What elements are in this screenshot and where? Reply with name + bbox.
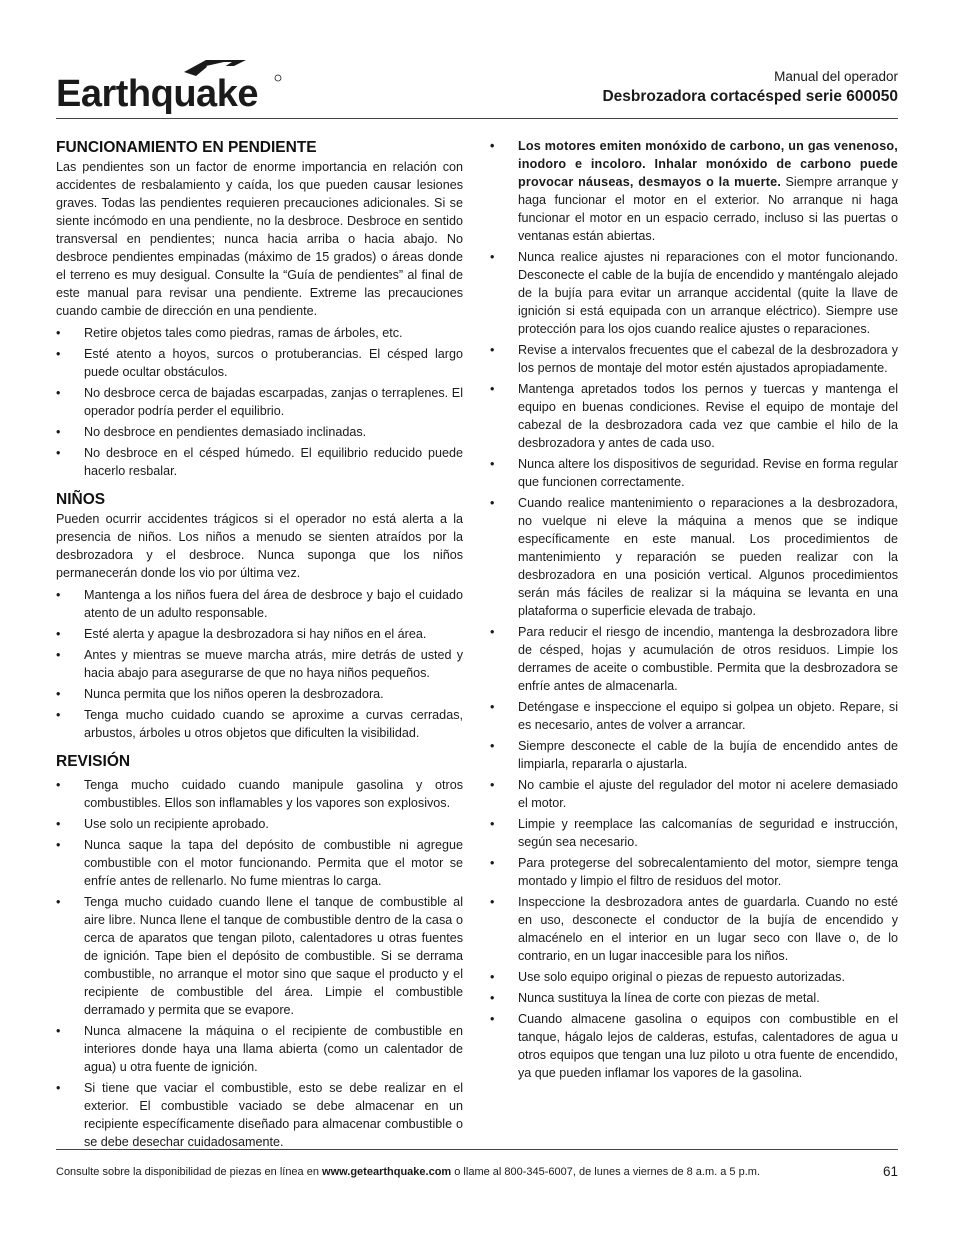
list-item: • No desbroce en pendientes demasiado inclinadas. xyxy=(56,425,367,439)
list-item: • Cuando almacene gasolina o equipos con combustible en el tanque, hágalo lejos de calderas, estufas, calentadores de agua u otros equipos que tengan una luz piloto u otra fuente de encendido, ya que pueden inflamar los vapores de la gasolina. xyxy=(490,1012,898,1080)
list-item: • Siempre desconecte el cable de la bujía de encendido antes de limpiarla, repararla o ajustarla. xyxy=(490,739,898,771)
section-title-slopes: FUNCIONAMIENTO EN PENDIENTE xyxy=(56,139,317,156)
list-item: • Limpie y reemplace las calcomanías de seguridad e instrucción, según sea necesario. xyxy=(490,817,898,849)
children-list xyxy=(56,586,463,742)
list-item: • Si tiene que vaciar el combustible, esto se debe realizar en el exterior. El combustible vaciado se debe almacenar en un recipiente específicamente diseñado para almacenar combustible o se debe desechar cuidadosamente. xyxy=(56,1081,463,1149)
list-item: • Mantenga apretados todos los pernos y tuercas y mantenga el equipo en buenas condiciones. Revise el equipo de montaje del cabezal de la desbrozadora cada vez que cambie el hilo de la desbrozadora y antes de cada uso. xyxy=(490,382,898,450)
safety-list xyxy=(490,137,898,1082)
list-item: • Nunca almacene la máquina o el recipiente de combustible en interiores donde haya una llama abierta (como un calentador de agua) u otra fuente de ignición. xyxy=(56,1024,463,1074)
list-item: • No desbroce en el césped húmedo. El equilibrio reducido puede hacerlo resbalar. xyxy=(56,446,463,478)
children-intro: Pueden ocurrir accidentes trágicos si el operador no está alerta a la presencia de niños. Los niños a menudo se sienten atraídos por la desbrozadora y el desbroce. Nunca suponga que los niños permanecerán donde los vio por última vez. xyxy=(56,512,463,580)
section-title-children: NIÑOS xyxy=(56,491,106,508)
earthquake-logo xyxy=(56,54,296,114)
right-column xyxy=(490,137,898,1085)
svg-text:Earthquake: Earthquake xyxy=(56,73,258,114)
list-item: • Para reducir el riesgo de incendio, mantenga la desbrozadora libre de césped, hojas y acumulación de otros residuos. Limpie los derrames de aceite o combustible. Permita que la desbrozadora se enfríe antes de almacenarla. xyxy=(490,625,898,693)
manual-label: Manual del operador xyxy=(774,69,898,84)
list-item: • Nunca saque la tapa del depósito de combustible ni agregue combustible con el motor funcionando. Permita que el motor se enfríe antes de rellenarlo. No fume mientras lo carga. xyxy=(56,838,463,888)
footer-text-before: Consulte sobre la disponibilidad de piezas en línea en xyxy=(56,1166,323,1178)
list-item: • Cuando realice mantenimiento o reparaciones a la desbrozadora, no vuelque ni eleve la máquina a menos que se indique específicamente en este manual. Los procedimientos de mantenimiento y reparación se pueden realizar con la desbrozadora en una posición vertical. Algunos procedimientos serán más fáciles de realizar si la máquina se levanta en una plataforma o superficie elevada de trabajo. xyxy=(490,496,898,618)
list-item: • Para protegerse del sobrecalentamiento del motor, siempre tenga montado y limpio el filtro de residuos del motor. xyxy=(490,856,898,888)
list-item: • Retire objetos tales como piedras, ramas de árboles, etc. xyxy=(56,326,403,340)
page-footer xyxy=(56,1163,898,1181)
list-item: • No cambie el ajuste del regulador del motor ni acelere demasiado el motor. xyxy=(490,778,898,810)
list-item: • Nunca permita que los niños operen la desbrozadora. xyxy=(56,687,384,701)
list-item: • Tenga mucho cuidado cuando manipule gasolina y otros combustibles. Ellos son inflamables y los vapores son explosivos. xyxy=(56,778,463,810)
list-item: • Tenga mucho cuidado cuando se aproxime a curvas cerradas, arbustos, árboles u otros objetos que dificulten la visibilidad. xyxy=(56,708,463,740)
footer-text-after: o llame al 800-345-6007, de lunes a viernes de 8 a.m. a 5 p.m. xyxy=(451,1166,760,1178)
list-item-carbon-monoxide: • Los motores emiten monóxido de carbono, un gas venenoso, inodoro e incoloro. Inhalar monóxido de carbono puede provocar náuseas, desmayos o la muerte. Siempre arranque y haga funcionar el motor en el exterior. No arranque ni haga funcionar el motor en un espacio cerrado, incluso si las puertas o ventanas están abiertas. xyxy=(490,139,898,243)
list-item: • Nunca sustituya la línea de corte con piezas de metal. xyxy=(490,991,820,1005)
list-item: • Deténgase e inspeccione el equipo si golpea un objeto. Repare, si es necesario, antes de volver a arrancar. xyxy=(490,700,898,732)
footer-divider xyxy=(56,1149,898,1150)
list-item: • Tenga mucho cuidado cuando llene el tanque de combustible al aire libre. Nunca llene el tanque de combustible dentro de la casa o cerca de aparatos que tengan piloto, calentadores u otras fuentes de ignición. Tape bien el depósito de combustible. Si se derrama combustible, no arranque el motor sino que saque el producto y el recipiente de combustible del área. Limpie el combustible derramado y permita que se evapore. xyxy=(56,895,463,1017)
list-item: • Use solo un recipiente aprobado. xyxy=(56,817,269,831)
header-divider xyxy=(56,118,898,119)
slopes-intro: Las pendientes son un factor de enorme importancia en relación con accidentes de resbalamiento y caída, los que pueden causar lesiones graves. Todas las pendientes requieren precauciones adicionales. Si se siente incómodo en una pendiente, no la desbroce. Desbroce en sentido transversal en pendientes; nunca hacia arriba o hacia abajo. No desbroce pendientes empinadas (máximo de 15 grados) o áreas donde el terreno es muy desigual. Consulte la “Guía de pendientes” al final de este manual para revisar una pendiente. Extreme las precauciones cuando cambie de dirección en una pendiente. xyxy=(56,160,463,318)
list-item: • Esté atento a hoyos, surcos o protuberancias. El césped largo puede ocultar obstáculos. xyxy=(56,347,463,379)
footer-url-link[interactable]: www.getearthquake.com xyxy=(322,1166,452,1178)
list-item: • Nunca altere los dispositivos de seguridad. Revise en forma regular que funcionen correctamente. xyxy=(490,457,898,489)
section-title-review: REVISIÓN xyxy=(56,753,131,770)
left-column xyxy=(56,138,463,1154)
list-item: • Esté alerta y apague la desbrozadora si hay niños en el área. xyxy=(56,627,427,641)
list-item: • Revise a intervalos frecuentes que el cabezal de la desbrozadora y los pernos de montaje del motor estén ajustados apropiadamente. xyxy=(490,343,898,375)
list-item: • Use solo equipo original o piezas de repuesto autorizadas. xyxy=(490,970,845,984)
list-item: • Nunca realice ajustes ni reparaciones con el motor funcionando. Desconecte el cable de la bujía de encendido y manténgalo alejado de la bujía para evitar un arranque accidental (quite la llave de ignición si está equipada con un arranque eléctrico). Siempre use protección para los ojos cuando realice ajustes o reparaciones. xyxy=(490,250,898,336)
list-item: • Antes y mientras se mueve marcha atrás, mire detrás de usted y hacia abajo para asegurarse de que no haya niños pequeños. xyxy=(56,648,463,680)
review-list xyxy=(56,776,463,1151)
product-title: Desbrozadora cortacésped serie 600050 xyxy=(602,88,898,105)
page-number: 61 xyxy=(882,1164,898,1179)
list-item: • No desbroce cerca de bajadas escarpadas, zanjas o terraplenes. El operador podría perder el equilibrio. xyxy=(56,386,463,418)
slopes-list xyxy=(56,324,463,480)
page-header xyxy=(56,50,898,118)
list-item: • Mantenga a los niños fuera del área de desbroce y bajo el cuidado atento de un adulto responsable. xyxy=(56,588,463,620)
list-item: • Inspeccione la desbrozadora antes de guardarla. Cuando no esté en uso, desconecte el conductor de la bujía de encendido y almacénelo en el interior en un lugar seco con llave o, de lo contrario, en un lugar inaccesible para los niños. xyxy=(490,895,898,963)
